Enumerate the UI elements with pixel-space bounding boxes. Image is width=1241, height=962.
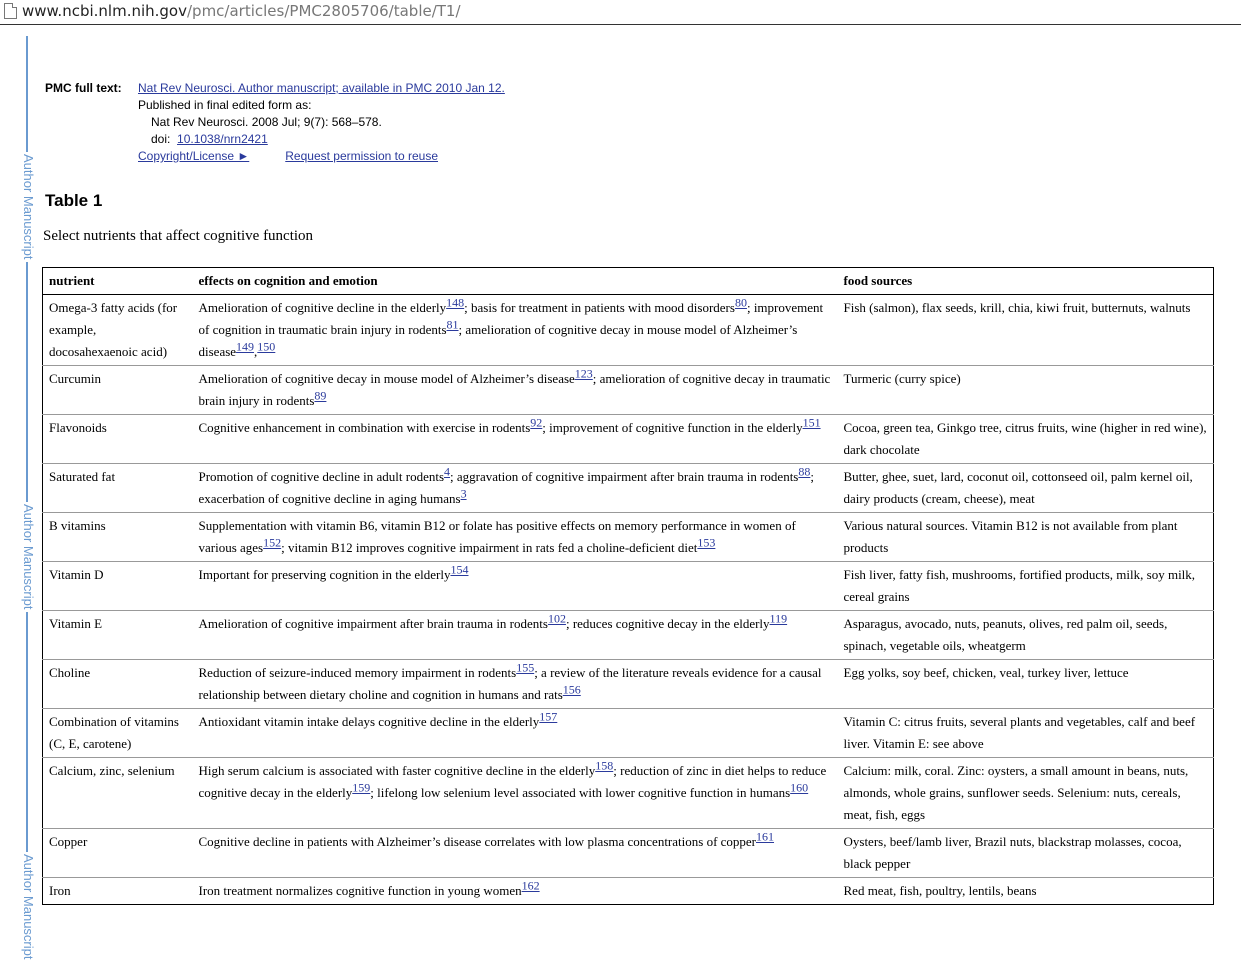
- reference-link[interactable]: 158: [595, 758, 614, 773]
- nutrient-cell: Copper: [43, 829, 193, 878]
- reference-link[interactable]: 160: [790, 780, 809, 795]
- nutrients-table: [42, 267, 1214, 905]
- nutrient-cell: Curcumin: [43, 366, 193, 415]
- table-row: [43, 513, 1214, 562]
- effects-cell: [193, 295, 838, 366]
- reference-link[interactable]: 88: [798, 464, 811, 479]
- effect-text: ; improvement of cognition in traumatic brain injury in rodents: [198, 300, 824, 337]
- reference-link[interactable]: 151: [802, 415, 821, 430]
- effects-cell: [193, 829, 838, 878]
- header-effects: effects on cognition and emotion: [193, 268, 838, 295]
- reference-link[interactable]: 152: [263, 535, 282, 550]
- table-row: [43, 295, 1214, 366]
- effect-text: ; improvement of cognitive function in the elderly: [542, 420, 803, 435]
- nutrient-cell: Calcium, zinc, selenium: [43, 758, 193, 829]
- effect-text: Promotion of cognitive decline in adult rodents: [198, 469, 445, 484]
- effects-cell: [193, 366, 838, 415]
- nutrient-cell: Vitamin D: [43, 562, 193, 611]
- reference-link[interactable]: 80: [734, 295, 747, 310]
- pmc-full-text-label: PMC full text:: [45, 81, 122, 95]
- effect-text: Supplementation with vitamin B6, vitamin B12 or folate has positive effects on memory performance in women of various ages: [198, 518, 796, 555]
- reference-link[interactable]: 159: [352, 780, 371, 795]
- effect-text: ; basis for treatment in patients with mood disorders: [464, 300, 735, 315]
- table-row: [43, 366, 1214, 415]
- url-text[interactable]: [22, 2, 461, 20]
- published-line: Published in final edited form as:: [138, 98, 312, 112]
- table-row: [43, 758, 1214, 829]
- table-header-row: [43, 268, 1214, 295]
- effect-text: Iron treatment normalizes cognitive function in young women: [198, 883, 522, 898]
- reference-link[interactable]: 150: [257, 339, 276, 354]
- effect-text: ,: [254, 344, 258, 359]
- reference-link[interactable]: 123: [574, 366, 593, 381]
- header-food-sources: food sources: [838, 268, 1214, 295]
- table-caption: Select nutrients that affect cognitive function: [43, 228, 314, 244]
- nutrient-cell: Flavonoids: [43, 415, 193, 464]
- effect-text: Reduction of seizure-induced memory impairment in rodents: [198, 665, 517, 680]
- food-sources-cell: Fish (salmon), flax seeds, krill, chia, kiwi fruit, butternuts, walnuts: [843, 300, 1191, 315]
- journal-link[interactable]: Nat Rev Neurosci. Author manuscript; available in PMC 2010 Jan 12.: [138, 81, 505, 95]
- reference-link[interactable]: 89: [314, 388, 327, 403]
- table-row: [43, 464, 1214, 513]
- author-manuscript-label-3: Author Manuscript: [18, 852, 36, 962]
- reference-link[interactable]: 149: [236, 339, 255, 354]
- effect-text: ; amelioration of cognitive decay in mouse model of Alzheimer’s disease: [198, 322, 798, 359]
- effect-text: ; a review of the literature reveals evidence for a causal relationship between dietary choline and cognition in humans and rats: [198, 665, 822, 702]
- author-manuscript-label-1: Author Manuscript: [18, 152, 36, 262]
- food-sources-cell: Turmeric (curry spice): [838, 366, 1214, 415]
- reference-link[interactable]: 156: [562, 682, 581, 697]
- permission-link[interactable]: Request permission to reuse: [285, 149, 439, 163]
- effect-text: ; vitamin B12 improves cognitive impairment in rats fed a choline-deficient diet: [281, 540, 698, 555]
- url-host: www.ncbi.nlm.nih.gov: [22, 2, 187, 20]
- reference-link[interactable]: 81: [446, 317, 459, 332]
- table-row: [43, 709, 1214, 758]
- effects-cell: [193, 562, 838, 611]
- effect-text: ; amelioration of cognitive decay in traumatic brain injury in rodents: [198, 371, 831, 408]
- effects-cell: [193, 709, 838, 758]
- effect-text: ; reduces cognitive decay in the elderly: [565, 616, 770, 631]
- reference-link[interactable]: 119: [769, 611, 788, 626]
- header-nutrient: nutrient: [43, 268, 193, 295]
- food-sources-cell: Butter, ghee, suet, lard, coconut oil, cottonseed oil, palm kernel oil, dairy products (cream, cheese), meat: [838, 464, 1214, 513]
- reference-link[interactable]: 153: [697, 535, 716, 550]
- effects-cell: [193, 611, 838, 660]
- effect-text: Cognitive decline in patients with Alzheimer’s disease correlates with low plasma concentrations of copper: [198, 834, 757, 849]
- reference-link[interactable]: 3: [460, 486, 467, 501]
- effect-text: Antioxidant vitamin intake delays cognitive decline in the elderly: [198, 714, 540, 729]
- effects-cell: [193, 660, 838, 709]
- url-path: /pmc/articles/PMC2805706/table/T1/: [187, 2, 461, 20]
- effects-cell: [193, 878, 838, 905]
- reference-link[interactable]: 148: [446, 295, 465, 310]
- source-line: Nat Rev Neurosci. 2008 Jul; 9(7): 568–578.: [151, 115, 382, 129]
- effects-cell: [193, 464, 838, 513]
- reference-link[interactable]: 92: [530, 415, 543, 430]
- doi-link[interactable]: 10.1038/nrn2421: [177, 132, 268, 146]
- author-manuscript-label-2: Author Manuscript: [18, 502, 36, 612]
- food-sources-cell: Fish liver, fatty fish, mushrooms, fortified products, milk, soy milk, cereal grains: [838, 562, 1214, 611]
- nutrient-cell: Combination of vitamins (C, E, carotene): [43, 709, 193, 758]
- effect-text: Important for preserving cognition in the elderly: [198, 567, 451, 582]
- table-title: Table 1: [45, 191, 103, 210]
- effect-text: Amelioration of cognitive decline in the elderly: [198, 300, 447, 315]
- table-row: [43, 878, 1214, 905]
- food-sources-cell: Cocoa, green tea, Ginkgo tree, citrus fruits, wine (higher in red wine), dark chocolate: [838, 415, 1214, 464]
- effect-text: ; lifelong low selenium level associated with lower cognitive function in humans: [370, 785, 791, 800]
- food-sources-cell: Asparagus, avocado, nuts, peanuts, olives, red palm oil, seeds, spinach, vegetable oils, wheatgerm: [838, 611, 1214, 660]
- reference-link[interactable]: 162: [521, 878, 540, 893]
- reference-link[interactable]: 155: [516, 660, 535, 675]
- food-sources-cell: Vitamin C: citrus fruits, several plants and vegetables, calf and beef liver. Vitamin E: see above: [838, 709, 1214, 758]
- effect-text: ; aggravation of cognitive impairment after brain trauma in rodents: [450, 469, 799, 484]
- table-row: [43, 562, 1214, 611]
- food-sources-cell: Oysters, beef/lamb liver, Brazil nuts, blackstrap molasses, cocoa, black pepper: [838, 829, 1214, 878]
- reference-link[interactable]: 4: [444, 464, 451, 479]
- page-icon: [4, 3, 17, 19]
- copyright-link[interactable]: Copyright/License ►: [138, 149, 250, 163]
- nutrient-cell: Choline: [43, 660, 193, 709]
- effect-text: Amelioration of cognitive impairment after brain trauma in rodents: [198, 616, 548, 631]
- effect-text: ; exacerbation of cognitive decline in aging humans: [198, 469, 814, 506]
- nutrient-cell: Omega-3 fatty acids (for example, docosahexaenoic acid): [49, 300, 178, 359]
- food-sources-cell: Various natural sources. Vitamin B12 is not available from plant products: [838, 513, 1214, 562]
- food-sources-cell: Red meat, fish, poultry, lentils, beans: [838, 878, 1214, 905]
- address-bar[interactable]: [0, 0, 1241, 25]
- food-sources-cell: Calcium: milk, coral. Zinc: oysters, a small amount in beans, nuts, almonds, whole grains, sunflower seeds. Selenium: nuts, cereals, meat, fish, eggs: [838, 758, 1214, 829]
- effect-text: Amelioration of cognitive decay in mouse model of Alzheimer’s disease: [198, 371, 575, 386]
- effect-text: High serum calcium is associated with faster cognitive decline in the elderly: [198, 763, 596, 778]
- reference-link[interactable]: 161: [756, 829, 775, 844]
- table-row: [43, 829, 1214, 878]
- nutrient-cell: Saturated fat: [43, 464, 193, 513]
- table-row: [43, 660, 1214, 709]
- nutrient-cell: Vitamin E: [43, 611, 193, 660]
- effects-cell: [193, 758, 838, 829]
- table-row: [43, 415, 1214, 464]
- effect-text: ; reduction of zinc in diet helps to reduce cognitive decay in the elderly: [198, 763, 827, 800]
- nutrient-cell: Iron: [43, 878, 193, 905]
- effects-cell: [193, 415, 838, 464]
- nutrient-cell: B vitamins: [43, 513, 193, 562]
- reference-link[interactable]: 102: [547, 611, 566, 626]
- reference-link[interactable]: 157: [539, 709, 558, 724]
- effects-cell: [193, 513, 838, 562]
- effect-text: Cognitive enhancement in combination with exercise in rodents: [198, 420, 531, 435]
- table-row: [43, 611, 1214, 660]
- doi-label: doi:: [151, 132, 171, 146]
- reference-link[interactable]: 154: [450, 562, 469, 577]
- food-sources-cell: Egg yolks, soy beef, chicken, veal, turkey liver, lettuce: [838, 660, 1214, 709]
